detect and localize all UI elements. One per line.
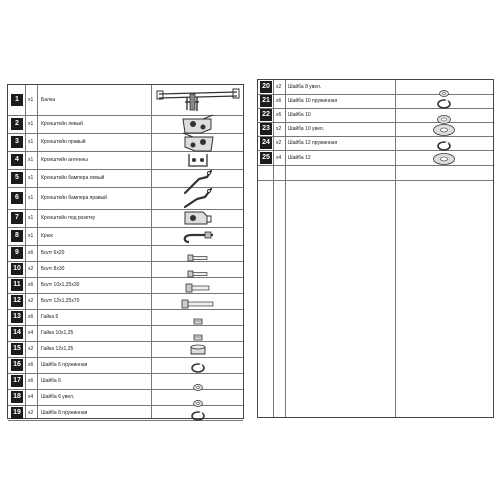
part-number-badge: 2 — [11, 118, 23, 130]
part-quantity: x4 — [28, 394, 34, 400]
parts-table-row — [8, 341, 243, 358]
part-number-badge: 16 — [11, 359, 23, 371]
part-quantity: x1 — [28, 195, 34, 201]
part-quantity: x2 — [276, 126, 282, 132]
part-name: Балка — [41, 97, 56, 103]
part-name: Шайба 12 — [288, 154, 311, 161]
part-number-badge: 12 — [11, 295, 23, 307]
part-quantity: x1 — [28, 139, 34, 145]
part-name: Шайба 6 увел. — [41, 394, 75, 400]
part-quantity: x2 — [28, 266, 34, 272]
part-name: Кронштейн бампера правый — [41, 195, 107, 201]
part-number-badge: 25 — [260, 152, 272, 164]
column-divider — [25, 85, 26, 418]
parts-table-row — [8, 357, 243, 374]
part-name: Шайба 6 пружинная — [41, 362, 88, 368]
part-number-badge: 21 — [260, 95, 272, 107]
part-quantity: x6 — [28, 282, 34, 288]
part-quantity: x1 — [28, 97, 34, 103]
part-quantity: x2 — [276, 140, 282, 146]
parts-table-row — [258, 108, 493, 123]
part-name: Кронштейн под розетку — [41, 215, 96, 221]
column-divider — [285, 80, 286, 417]
parts-table-row — [258, 122, 493, 137]
part-number-badge: 15 — [11, 343, 23, 355]
parts-table-row — [258, 150, 493, 166]
column-divider — [273, 80, 274, 417]
parts-table-row — [8, 133, 243, 152]
part-number-badge: 4 — [11, 154, 23, 166]
parts-table-row — [8, 115, 243, 134]
part-quantity: x6 — [28, 314, 34, 320]
part-name: Шайба 10 пружинная — [288, 98, 338, 104]
part-number-badge: 10 — [11, 263, 23, 275]
parts-table-row — [8, 277, 243, 294]
column-divider — [395, 80, 396, 417]
part-number-badge: 3 — [11, 136, 23, 148]
part-name: Болт 8x30 — [41, 266, 65, 272]
part-name: Болт 12x1,25x70 — [41, 298, 80, 304]
part-name: Гайка 6 — [41, 314, 59, 320]
part-quantity: x6 — [276, 112, 282, 118]
part-quantity: x1 — [28, 121, 34, 127]
part-quantity: x4 — [28, 330, 34, 336]
part-quantity: x6 — [28, 378, 34, 384]
part-quantity: x1 — [28, 157, 34, 163]
column-divider — [151, 85, 152, 418]
part-number-badge: 9 — [11, 247, 23, 259]
parts-table-row — [8, 85, 243, 116]
part-quantity: x4 — [276, 154, 282, 161]
part-name: Шайба 6 — [41, 378, 61, 384]
parts-table-row — [8, 245, 243, 262]
parts-table-row — [8, 169, 243, 188]
part-quantity: x6 — [28, 362, 34, 368]
part-number-badge: 24 — [260, 137, 272, 149]
part-number-badge: 13 — [11, 311, 23, 323]
parts-table-row — [258, 136, 493, 151]
part-name: Кронштейн правый — [41, 139, 86, 145]
parts-table-row — [8, 373, 243, 390]
parts-table-row — [8, 293, 243, 310]
parts-table-row — [8, 261, 243, 278]
part-number-badge: 19 — [11, 407, 23, 419]
parts-table-row — [8, 389, 243, 406]
part-name: Кронштейн антенны — [41, 157, 88, 163]
part-number-badge: 17 — [11, 375, 23, 387]
part-name: Крюк — [41, 233, 53, 239]
part-number-badge: 18 — [11, 391, 23, 403]
part-number-badge: 1 — [11, 94, 23, 106]
right-parts-table — [257, 79, 494, 418]
left-parts-table — [7, 84, 244, 419]
part-number-badge: 14 — [11, 327, 23, 339]
parts-table-row — [8, 227, 243, 246]
part-number-badge: 8 — [11, 230, 23, 242]
part-name: Болт 6x20 — [41, 250, 65, 256]
parts-table-row — [8, 209, 243, 228]
part-number-badge: 6 — [11, 192, 23, 204]
part-number-badge: 5 — [11, 172, 23, 184]
part-name: Шайба 10 — [288, 112, 311, 118]
parts-table-row — [258, 94, 493, 109]
part-name: Шайба 10 увел. — [288, 126, 325, 132]
parts-table-row — [8, 405, 243, 421]
part-number-badge: 22 — [260, 109, 272, 121]
part-name: Кронштейн бампера левый — [41, 175, 105, 181]
part-name: Болт 10x1,25x30 — [41, 282, 80, 288]
spring-washer-icon — [191, 408, 205, 426]
part-quantity: x2 — [28, 346, 34, 352]
part-number-badge: 20 — [260, 81, 272, 93]
part-number-badge: 7 — [11, 212, 23, 224]
part-quantity: x1 — [28, 215, 34, 221]
part-number-badge: 11 — [11, 279, 23, 291]
parts-table-empty-row — [258, 165, 493, 181]
part-quantity: x2 — [28, 298, 34, 304]
parts-table-row — [8, 151, 243, 170]
parts-table-row — [8, 325, 243, 342]
part-name: Шайба 8 пружинная — [41, 409, 88, 416]
part-number-badge: 23 — [260, 123, 272, 135]
part-name: Шайба 12 пружинная — [288, 140, 338, 146]
part-quantity: x2 — [276, 84, 282, 90]
parts-table-row — [258, 80, 493, 95]
part-name: Гайка 12x1,25 — [41, 346, 74, 352]
crossbar-beam-icon — [157, 88, 239, 117]
parts-table-row — [8, 187, 243, 210]
part-quantity: x1 — [28, 233, 34, 239]
part-name: Гайка 10x1,25 — [41, 330, 74, 336]
part-name: Шайба 8 увел. — [288, 84, 322, 90]
parts-table-row — [8, 309, 243, 326]
part-quantity: x2 — [28, 409, 34, 416]
part-quantity: x1 — [28, 175, 34, 181]
part-name: Кронштейн левый — [41, 121, 83, 127]
part-quantity: x6 — [28, 250, 34, 256]
column-divider — [37, 85, 38, 418]
part-quantity: x6 — [276, 98, 282, 104]
